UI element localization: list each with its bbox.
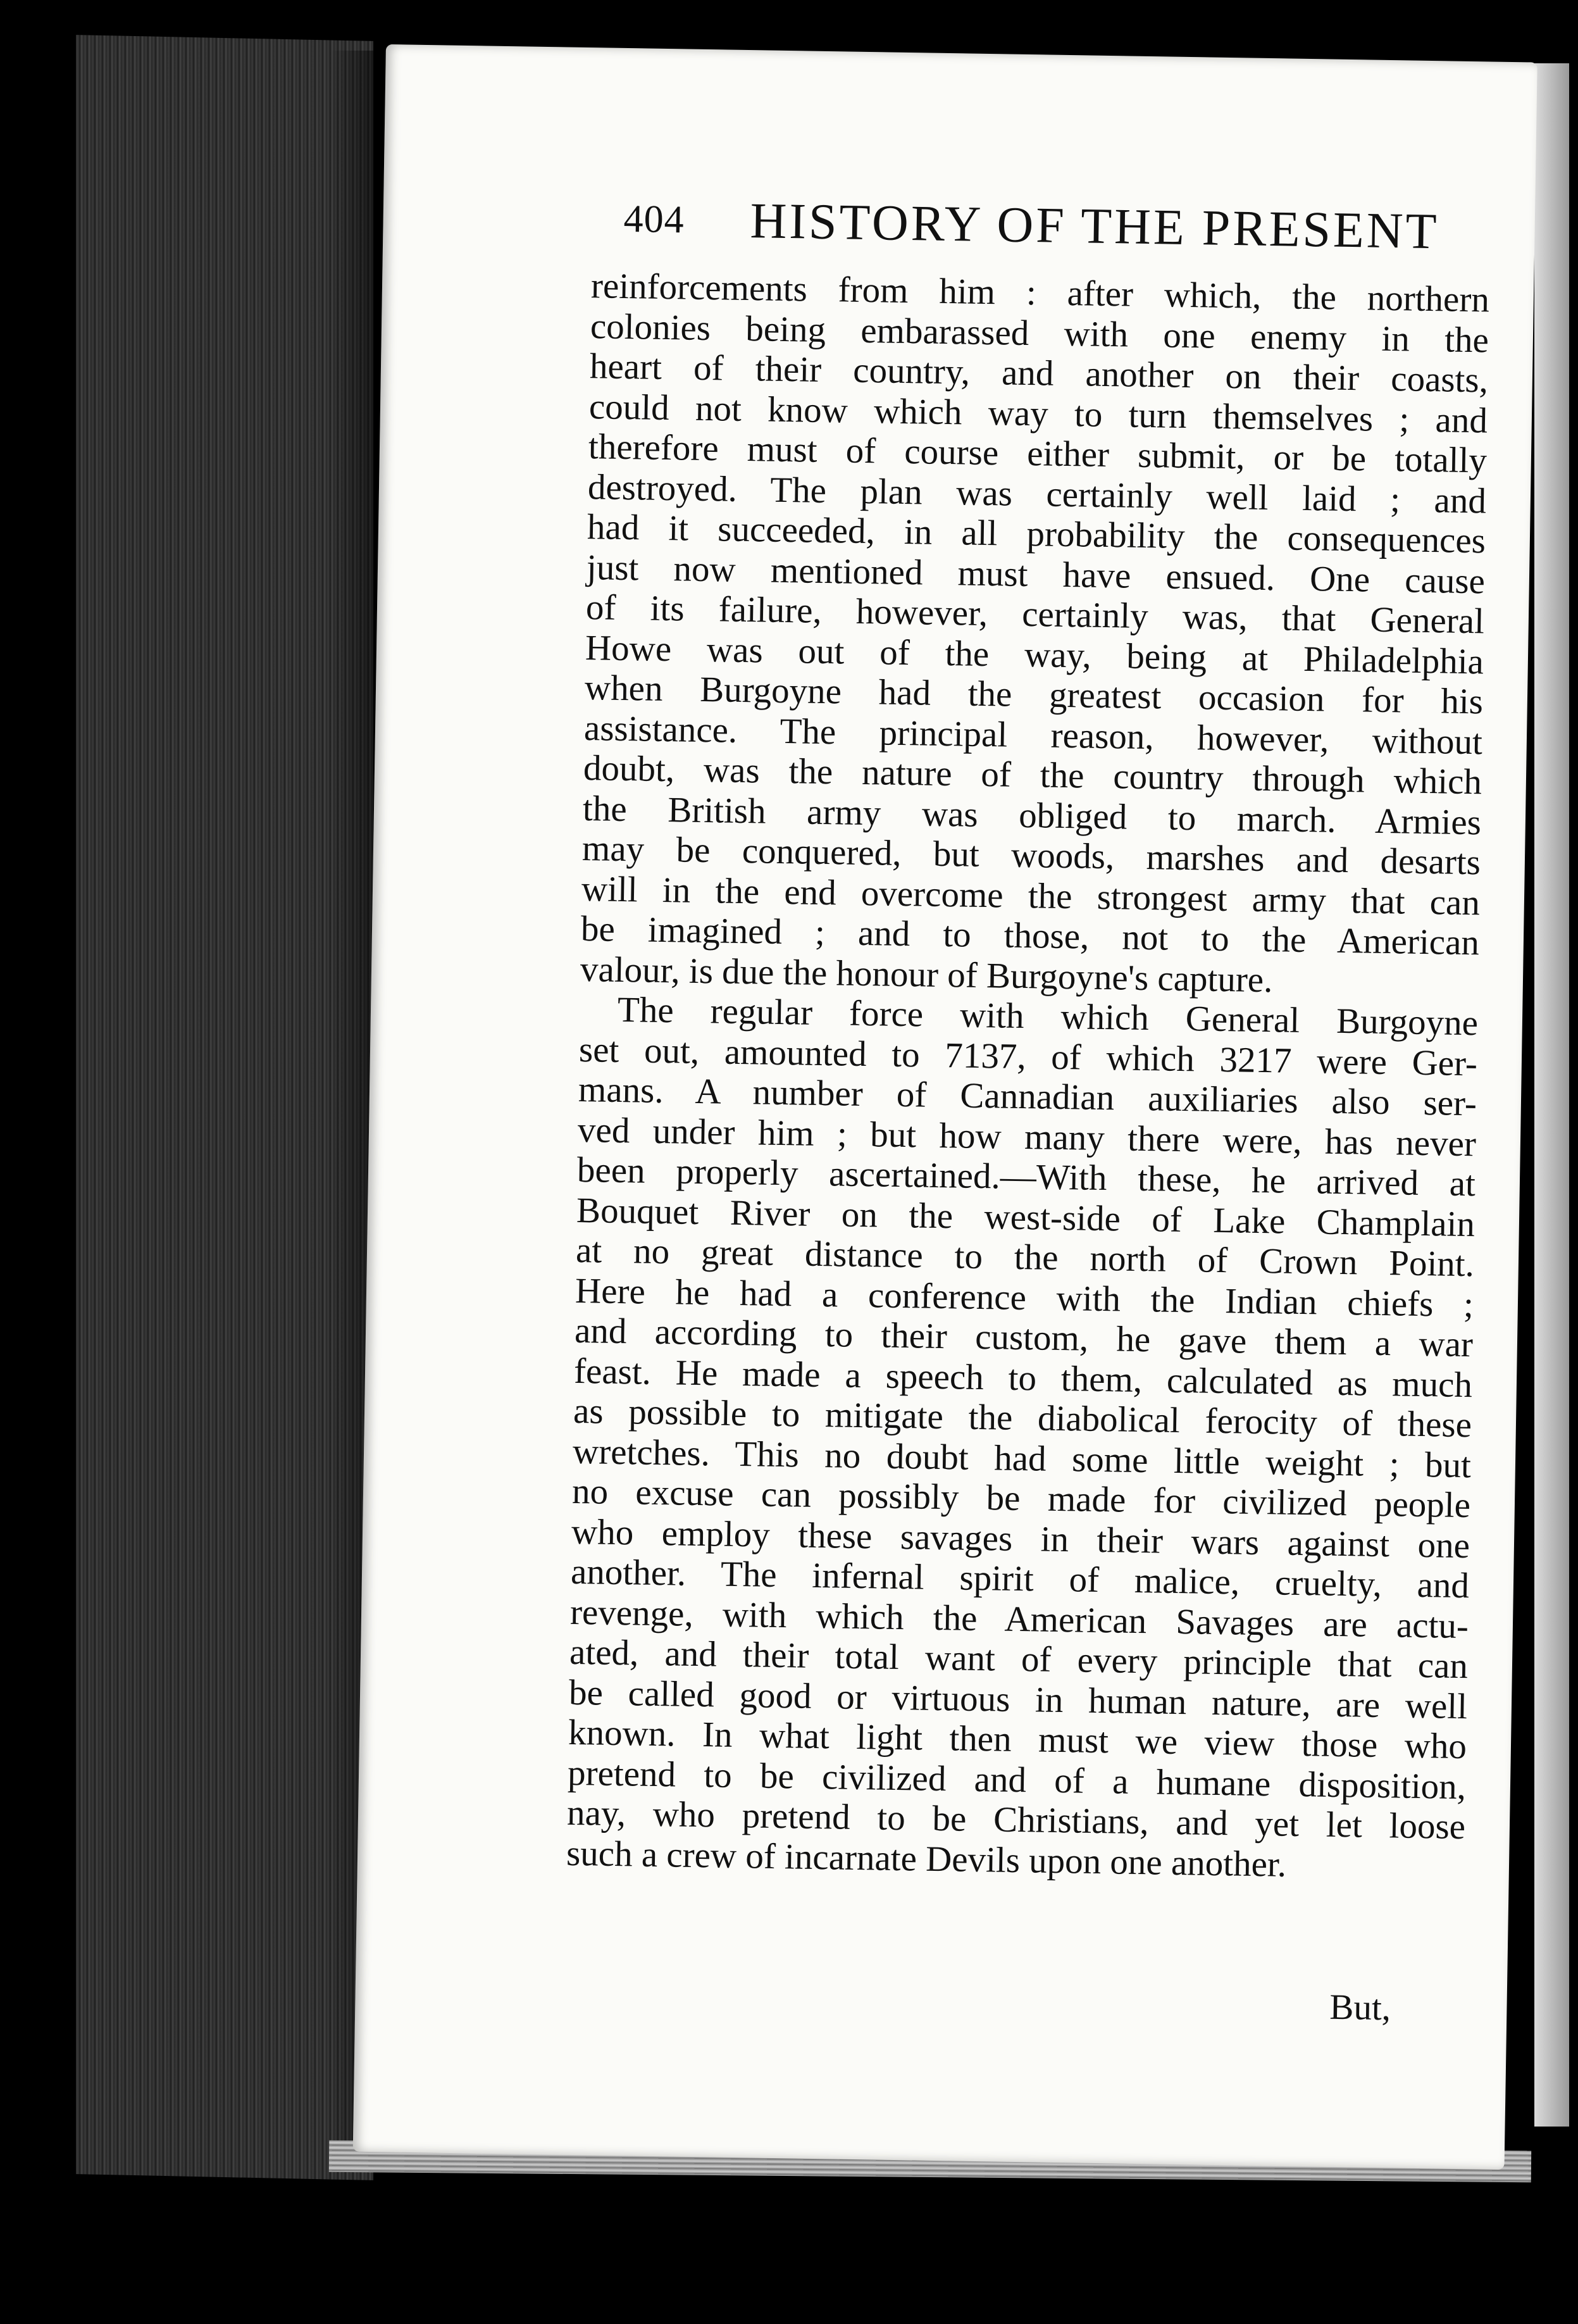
- text-line: will in the end overcome the strongest army that can: [581, 868, 1481, 923]
- body-text: [566, 266, 1490, 1887]
- text-line: revenge, with which the American Savages are actu-: [569, 1592, 1469, 1646]
- text-line: mans. A number of Cannadian auxiliaries also ser-: [578, 1069, 1477, 1124]
- paragraph-1: [580, 266, 1490, 1003]
- text-line: and according to their custom, he gave them a war: [574, 1310, 1474, 1365]
- text-line: of its failure, however, certainly was, that General: [585, 587, 1485, 642]
- text-line: be called good or virtuous in human nature, are well: [568, 1672, 1468, 1727]
- text-line: nay, who pretend to be Christians, and yet let loose: [566, 1792, 1466, 1847]
- text-line: known. In what light then must we view those who: [568, 1712, 1467, 1767]
- text-line: wretches. This no doubt had some little weight ; but: [572, 1431, 1472, 1485]
- text-line: set out, amounted to 7137, of which 3217 were Ger-: [578, 1029, 1478, 1084]
- text-line: Here he had a conference with the Indian chiefs ;: [575, 1270, 1474, 1325]
- text-line: been properly ascertained.—With these, he arrived at: [576, 1149, 1476, 1204]
- text-line: be imagined ; and to those, not to the American: [580, 909, 1480, 963]
- text-line: no excuse can possibly be made for civilized people: [571, 1471, 1471, 1526]
- text-line: at no great distance to the north of Crown Point.: [575, 1230, 1475, 1285]
- text-line: could not know which way to turn themselves ; and: [588, 386, 1488, 440]
- text-line: colonies being embarassed with one enemy in the: [590, 306, 1489, 360]
- text-line: heart of their country, and another on their coasts,: [589, 346, 1489, 401]
- text-line: as possible to mitigate the diabolical ferocity of these: [573, 1390, 1472, 1446]
- text-line: The regular force with which General Burgoyne: [617, 989, 1479, 1044]
- text-line: Bouquet River on the west-side of Lake Champlain: [576, 1190, 1475, 1244]
- text-line: doubt, was the nature of the country through which: [583, 748, 1482, 803]
- text-line: pretend to be civilized and of a humane disposition,: [567, 1752, 1467, 1807]
- text-line: the British army was obliged to march. Armies: [582, 788, 1482, 842]
- text-line: when Burgoyne had the greatest occasion for his: [584, 668, 1484, 722]
- page-number: 404: [623, 197, 685, 242]
- text-line: reinforcements from him : after which, the northern: [590, 266, 1490, 320]
- page: [353, 44, 1538, 2170]
- text-line: such a crew of incarnate Devils upon one another.: [566, 1833, 1287, 1885]
- text-line: ved under him ; but how many there were, has never: [577, 1109, 1477, 1164]
- text-line: just now mentioned must have ensued. One cause: [586, 547, 1486, 601]
- page-header: [623, 191, 1460, 273]
- text-line: valour, is due the honour of Burgoyne's capture.: [580, 949, 1273, 1000]
- text-line: ated, and their total want of every principle that can: [569, 1632, 1469, 1687]
- text-line: feast. He made a speech to them, calculated as much: [573, 1351, 1473, 1405]
- text-line: destroyed. The plan was certainly well laid ; and: [587, 466, 1487, 521]
- text-line: who employ these savages in their wars against one: [571, 1511, 1470, 1566]
- catchword: But,: [1329, 1987, 1391, 2028]
- text-line: another. The infernal spirit of malice, cruelty, and: [570, 1551, 1470, 1606]
- text-line: had it succeeded, in all probability the consequences: [587, 507, 1486, 561]
- text-line: therefore must of course either submit, or be totally: [588, 427, 1488, 481]
- text-line: may be conquered, but woods, marshes and desarts: [581, 828, 1481, 883]
- paragraph-2: [566, 989, 1479, 1887]
- text-line: Howe was out of the way, being at Philadelphia: [585, 627, 1484, 682]
- next-page-edge: [1534, 63, 1569, 2127]
- text-line: assistance. The principal reason, however, without: [583, 708, 1483, 762]
- running-head: HISTORY OF THE PRESENT: [749, 193, 1440, 260]
